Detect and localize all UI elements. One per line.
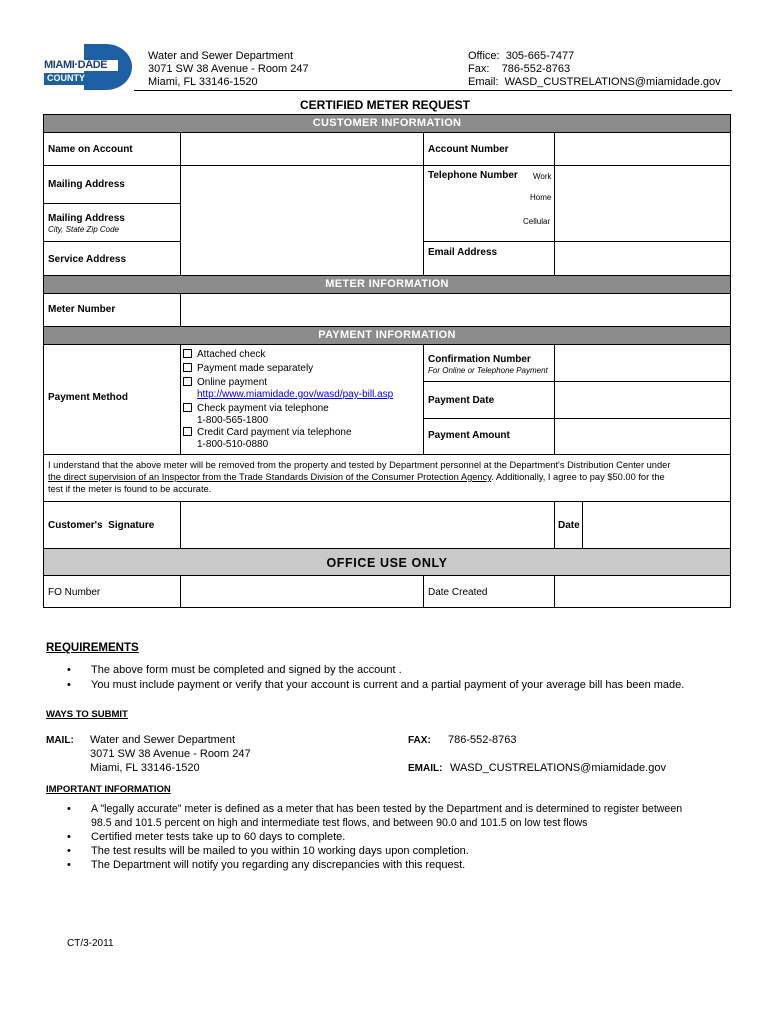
check-telephone-number: 1-800-565-1800 bbox=[197, 415, 269, 426]
account-number-field[interactable] bbox=[555, 133, 730, 165]
agreement-underlined: the direct supervision of an Inspector from the Trade Standards Division of the Consumer Protection Agency bbox=[48, 472, 492, 482]
credit-card-telephone-number: 1-800-510-0880 bbox=[197, 439, 269, 450]
payment-date-field[interactable] bbox=[555, 382, 730, 418]
checkbox-icon[interactable] bbox=[183, 363, 192, 372]
important-item-line: 98.5 and 101.5 percent on high and intermediate test flows, and between 90.0 and 101.5 on low test flows bbox=[91, 817, 588, 829]
fo-number-label: FO Number bbox=[48, 587, 101, 598]
email-address-field[interactable] bbox=[555, 242, 730, 275]
header-fax: Fax: 786-552-8763 bbox=[468, 63, 571, 75]
option-attached-check[interactable]: Attached check bbox=[183, 349, 393, 361]
customer-info-bar: CUSTOMER INFORMATION bbox=[44, 115, 730, 132]
telephone-number-label: Telephone Number bbox=[428, 170, 518, 181]
signature-date-field[interactable] bbox=[583, 502, 730, 548]
form-code: CT/3-2011 bbox=[67, 938, 114, 949]
signature-date-label: Date bbox=[558, 520, 580, 531]
agreement-line: test if the meter is found to be accurate. bbox=[48, 484, 212, 494]
payment-method-label: Payment Method bbox=[48, 392, 129, 403]
checkbox-icon[interactable] bbox=[183, 403, 192, 412]
header-address-line: Miami, FL 33146-1520 bbox=[148, 76, 258, 88]
header-office: Office: 305-665-7477 bbox=[468, 50, 575, 62]
requirements-list bbox=[45, 664, 745, 692]
option-payment-separately[interactable]: Payment made separately bbox=[183, 363, 393, 375]
payment-method-options bbox=[183, 349, 393, 451]
office-use-title: OFFICE USE ONLY bbox=[326, 556, 448, 570]
agreement-text bbox=[48, 459, 730, 495]
mailing-address-label: Mailing Address bbox=[48, 179, 125, 190]
mail-address-line: Water and Sewer Department bbox=[90, 734, 236, 746]
important-info-list bbox=[45, 803, 755, 872]
header-contact bbox=[468, 50, 721, 89]
mailing-address-field[interactable] bbox=[181, 166, 423, 203]
header-email: Email: WASD_CUSTRELATIONS@miamidade.gov bbox=[468, 76, 721, 88]
service-address-label: Service Address bbox=[48, 254, 127, 265]
important-info-title: IMPORTANT INFORMATION bbox=[46, 784, 171, 795]
city-state-zip-sublabel: City, State Zip Code bbox=[48, 225, 119, 234]
phone-work-field[interactable] bbox=[555, 166, 730, 188]
important-item-line: • A "legally accurate" meter is defined as a meter that has been tested by the Department and is determined to register between bbox=[91, 803, 683, 815]
fax-label: FAX: bbox=[408, 735, 431, 746]
option-credit-card-telephone[interactable]: Credit Card payment via telephone bbox=[183, 427, 393, 439]
mail-label: MAIL: bbox=[46, 735, 74, 746]
payment-amount-label: Payment Amount bbox=[428, 430, 510, 441]
email-address-label: Email Address bbox=[428, 247, 498, 258]
payment-info-bar: PAYMENT INFORMATION bbox=[44, 327, 730, 344]
customer-signature-label: Customer's Signature bbox=[48, 520, 155, 531]
list-item: • You must include payment or verify that your account is current and a partial payment of your average bill has been made. bbox=[45, 679, 745, 692]
list-item: • Certified meter tests take up to 60 days to complete. bbox=[45, 831, 755, 844]
logo-text: MIAMI·DADE bbox=[44, 59, 108, 71]
customer-signature-field[interactable] bbox=[181, 502, 554, 548]
confirmation-number-label: Confirmation Number bbox=[428, 354, 531, 365]
phone-cellular-field[interactable] bbox=[555, 210, 730, 241]
ways-to-submit-title: WAYS TO SUBMIT bbox=[46, 709, 128, 720]
header-address-line: 3071 SW 38 Avenue - Room 247 bbox=[148, 63, 309, 75]
mail-address bbox=[90, 734, 251, 775]
requirements-title: REQUIREMENTS bbox=[46, 642, 139, 654]
name-on-account-label: Name on Account bbox=[48, 144, 133, 155]
date-created-label: Date Created bbox=[428, 587, 488, 598]
service-address-field[interactable] bbox=[181, 242, 423, 275]
list-item bbox=[45, 803, 755, 830]
phone-cellular-label: Cellular bbox=[523, 217, 551, 226]
list-item: • The above form must be completed and signed by the account . bbox=[45, 664, 745, 677]
checkbox-icon[interactable] bbox=[183, 377, 192, 386]
phone-home-field[interactable] bbox=[555, 188, 730, 210]
confirmation-number-sublabel: For Online or Telephone Payment bbox=[428, 366, 548, 375]
mailing-address-2-label: Mailing Address bbox=[48, 213, 125, 224]
agreement-line bbox=[48, 471, 730, 483]
phone-work-label: Work bbox=[533, 172, 552, 181]
pay-bill-link[interactable]: http://www.miamidade.gov/wasd/pay-bill.asp bbox=[197, 389, 394, 400]
form-title: CERTIFIED METER REQUEST bbox=[299, 98, 470, 112]
agreement-line: I understand that the above meter will be removed from the property and tested by Department personnel at the Department's Distribution Center under bbox=[48, 460, 671, 470]
email-label: EMAIL: bbox=[408, 763, 443, 774]
miami-dade-logo bbox=[44, 44, 134, 90]
name-on-account-field[interactable] bbox=[181, 133, 423, 165]
meter-info-bar: METER INFORMATION bbox=[44, 276, 730, 293]
logo-county: COUNTY bbox=[47, 73, 85, 83]
mail-address-line: 3071 SW 38 Avenue - Room 247 bbox=[90, 748, 251, 760]
header-address-line: Water and Sewer Department bbox=[148, 50, 294, 62]
confirmation-number-field[interactable] bbox=[555, 345, 730, 381]
meter-number-field[interactable] bbox=[181, 294, 730, 326]
payment-amount-field[interactable] bbox=[555, 419, 730, 454]
phone-home-label: Home bbox=[530, 193, 552, 202]
email-value: WASD_CUSTRELATIONS@miamidade.gov bbox=[450, 762, 666, 774]
agreement-rest: . Additionally, I agree to pay $50.00 for the bbox=[491, 472, 665, 482]
date-created-field[interactable] bbox=[555, 576, 730, 608]
list-item: • The Department will notify you regarding any discrepancies with this request. bbox=[45, 859, 755, 872]
checkbox-icon[interactable] bbox=[183, 427, 192, 436]
list-item: • The test results will be mailed to you within 10 working days upon completion. bbox=[45, 845, 755, 858]
meter-number-label: Meter Number bbox=[48, 304, 116, 315]
account-number-label: Account Number bbox=[428, 144, 509, 155]
header-address bbox=[148, 50, 309, 89]
header-rule bbox=[134, 90, 732, 91]
payment-date-label: Payment Date bbox=[428, 395, 495, 406]
mailing-address-2-field[interactable] bbox=[181, 204, 423, 241]
option-check-telephone[interactable]: Check payment via telephone bbox=[183, 403, 393, 415]
fax-value: 786-552-8763 bbox=[448, 734, 517, 746]
option-online-payment[interactable]: Online payment bbox=[183, 377, 393, 389]
checkbox-icon[interactable] bbox=[183, 349, 192, 358]
fo-number-field[interactable] bbox=[181, 576, 423, 608]
mail-address-line: Miami, FL 33146-1520 bbox=[90, 762, 200, 774]
